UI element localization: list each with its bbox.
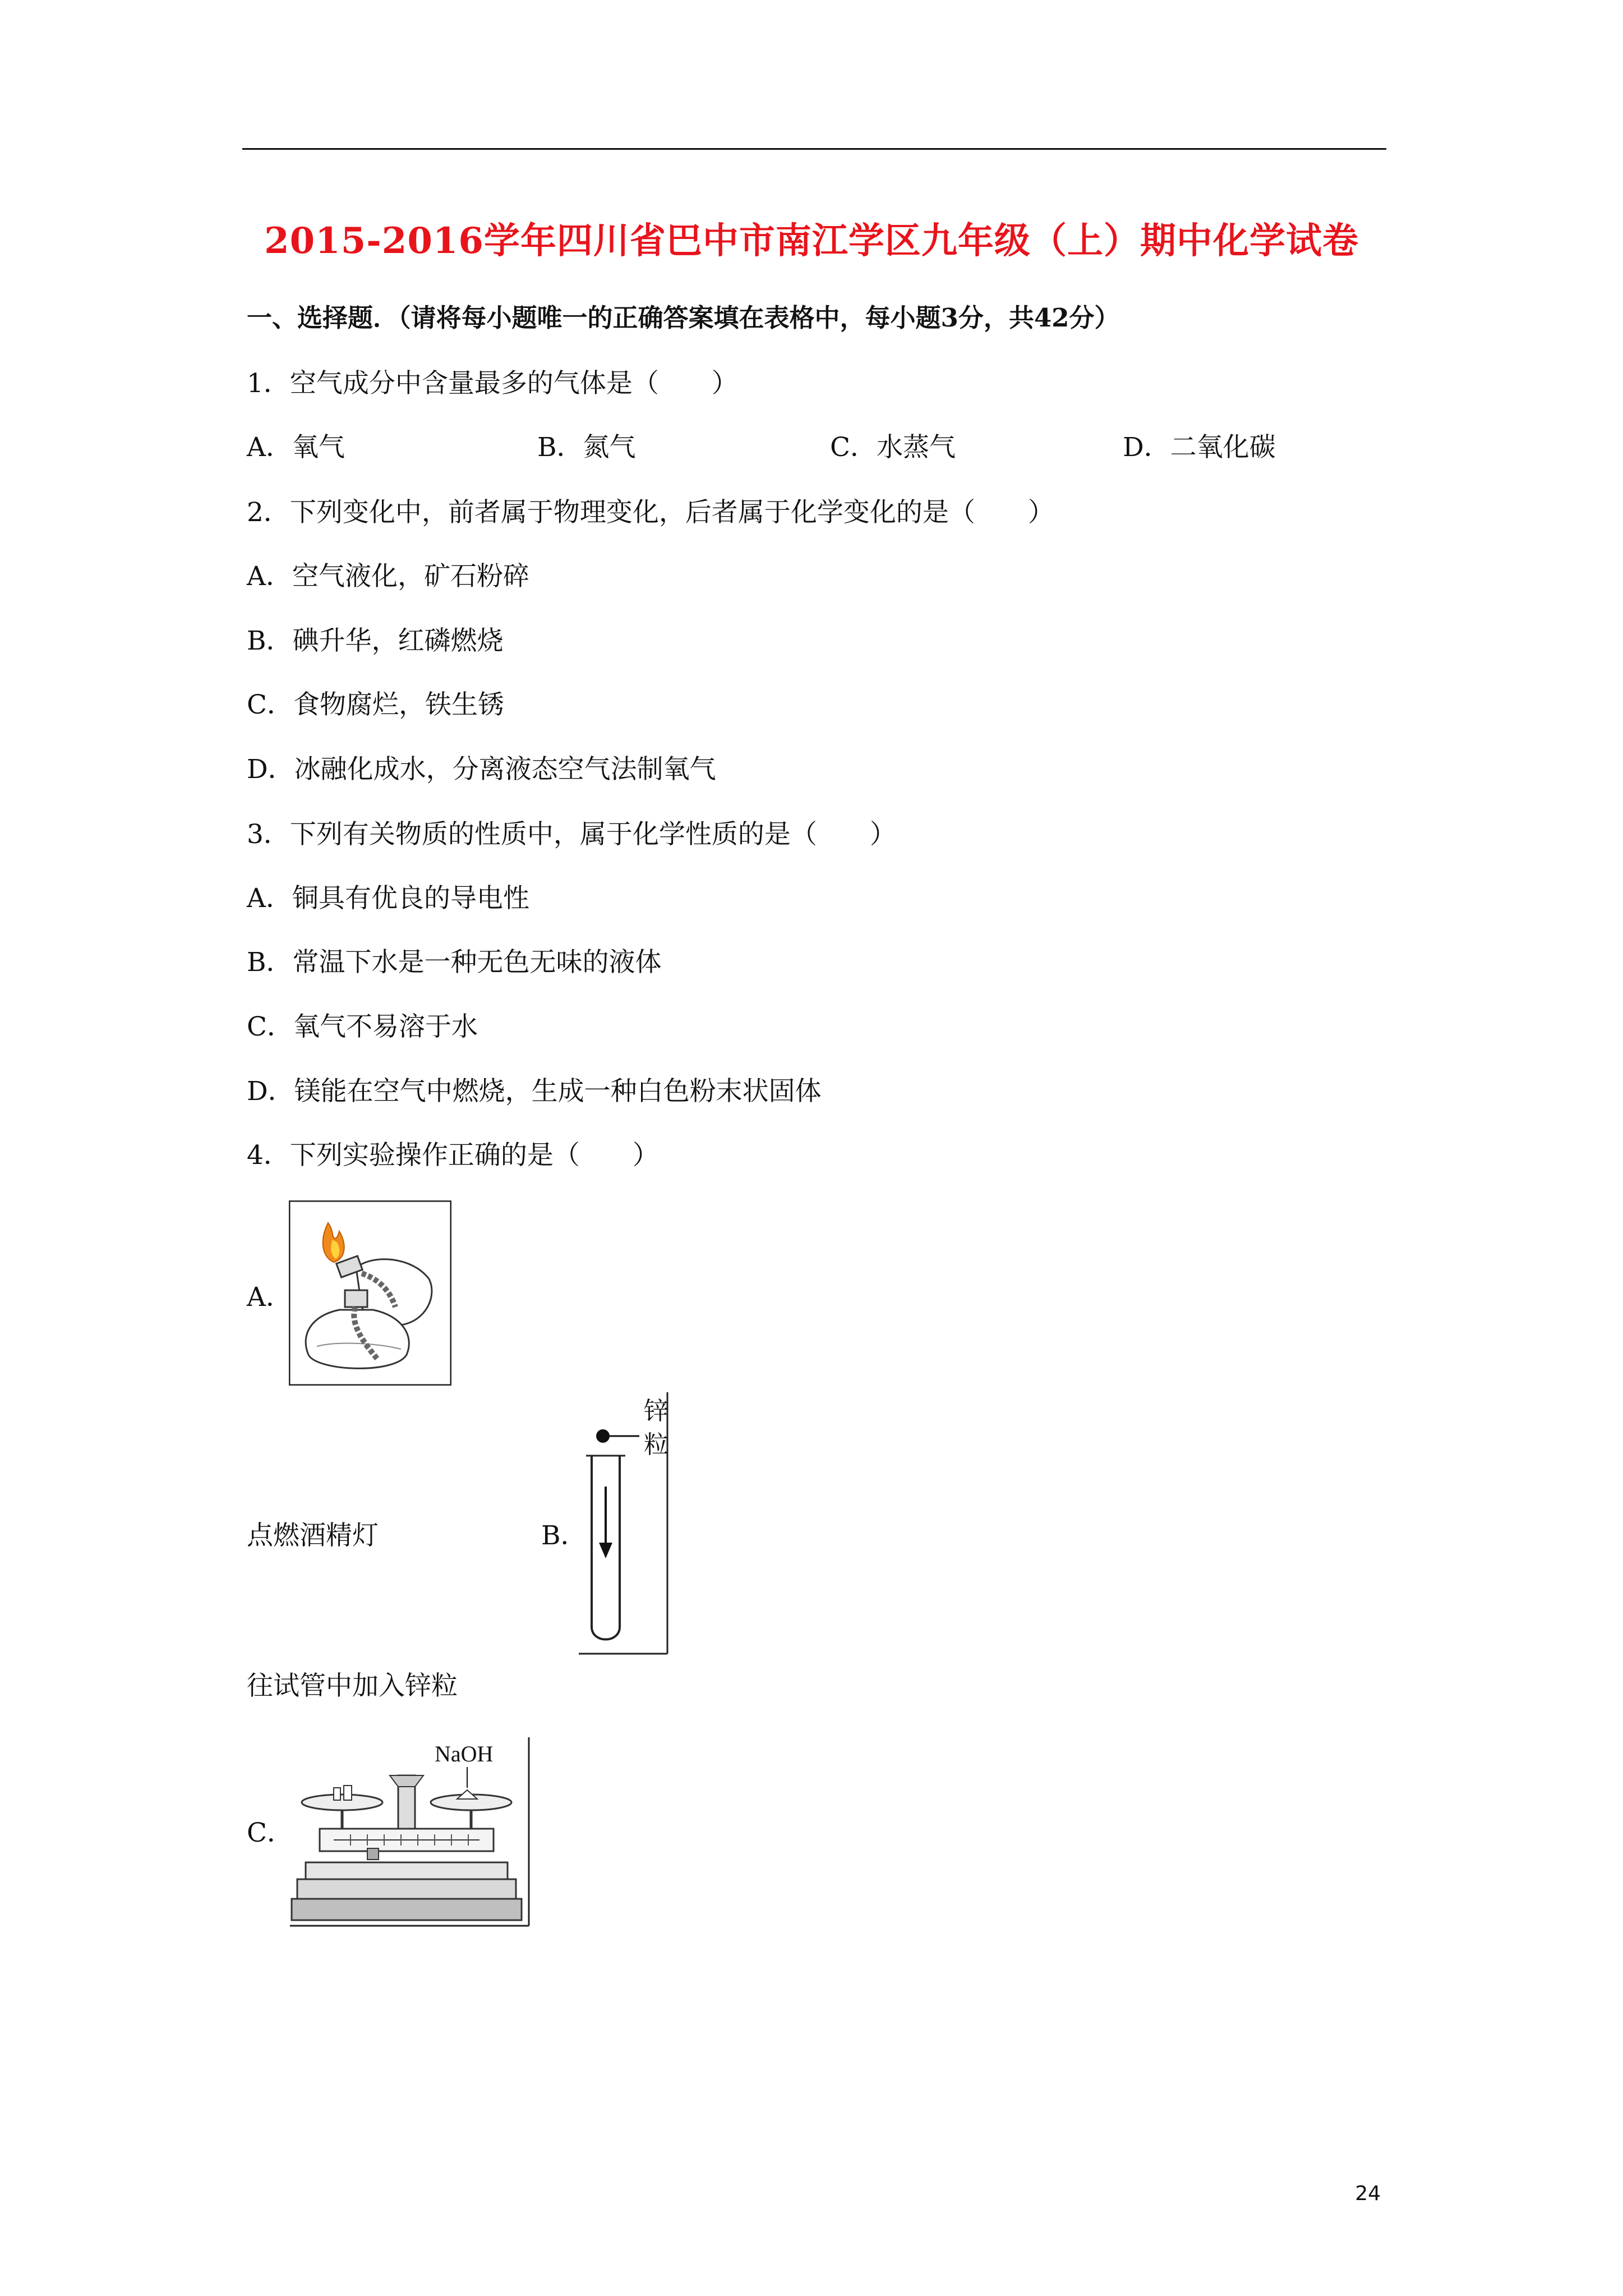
- header-rule: [242, 148, 1386, 150]
- question-1-option-d: D．二氧化碳: [1123, 432, 1276, 463]
- question-4-option-a-caption: 点燃酒精灯: [247, 1520, 379, 1551]
- question-1-option-b: B．氮气: [537, 432, 636, 463]
- question-3-option-a: A．铜具有优良的导电性: [247, 883, 529, 914]
- question-4-option-c-label: C．: [247, 1818, 293, 1848]
- test-tube-zinc-figure: [578, 1391, 690, 1655]
- section-heading: 一、选择题．（请将每小题唯一的正确答案填在表格中，每小题3分，共42分）: [247, 303, 1120, 333]
- question-3-option-b: B．常温下水是一种无色无味的液体: [247, 947, 662, 978]
- page-number: 24: [1355, 2182, 1381, 2205]
- question-4-option-a-label: A．: [247, 1282, 292, 1313]
- question-1-stem: 1．空气成分中含量最多的气体是（ ）: [247, 368, 738, 399]
- question-4-option-b-label: B．: [541, 1520, 587, 1551]
- zinc-label-2: 粒: [644, 1430, 668, 1459]
- question-4-stem: 4．下列实验操作正确的是（ ）: [247, 1140, 659, 1171]
- question-3-option-d: D．镁能在空气中燃烧，生成一种白色粉末状固体: [247, 1076, 822, 1107]
- question-2-option-a: A．空气液化，矿石粉碎: [247, 561, 529, 592]
- question-2-option-b: B．碘升华，红磷燃烧: [247, 625, 504, 656]
- question-3-stem: 3．下列有关物质的性质中，属于化学性质的是（ ）: [247, 819, 896, 850]
- question-2-option-c: C．食物腐烂，铁生锈: [247, 689, 504, 720]
- question-1-option-a: A．氧气: [247, 432, 345, 463]
- question-3-option-c: C．氧气不易溶于水: [247, 1011, 478, 1042]
- zinc-label-1: 锌: [644, 1397, 668, 1425]
- naoh-label: NaOH: [435, 1741, 494, 1766]
- alcohol-lamp-figure: [289, 1200, 451, 1386]
- question-1-option-c: C．水蒸气: [830, 432, 956, 463]
- page-title: 2015-2016学年四川省巴中市南江学区九年级（上）期中化学试卷: [264, 220, 1359, 262]
- question-4-option-b-caption: 往试管中加入锌粒: [247, 1671, 458, 1701]
- question-2-option-d: D．冰融化成水，分离液态空气法制氧气: [247, 754, 716, 785]
- question-2-stem: 2．下列变化中，前者属于物理变化，后者属于化学变化的是（ ）: [247, 497, 1054, 528]
- balance-naoh-figure: [289, 1736, 530, 1927]
